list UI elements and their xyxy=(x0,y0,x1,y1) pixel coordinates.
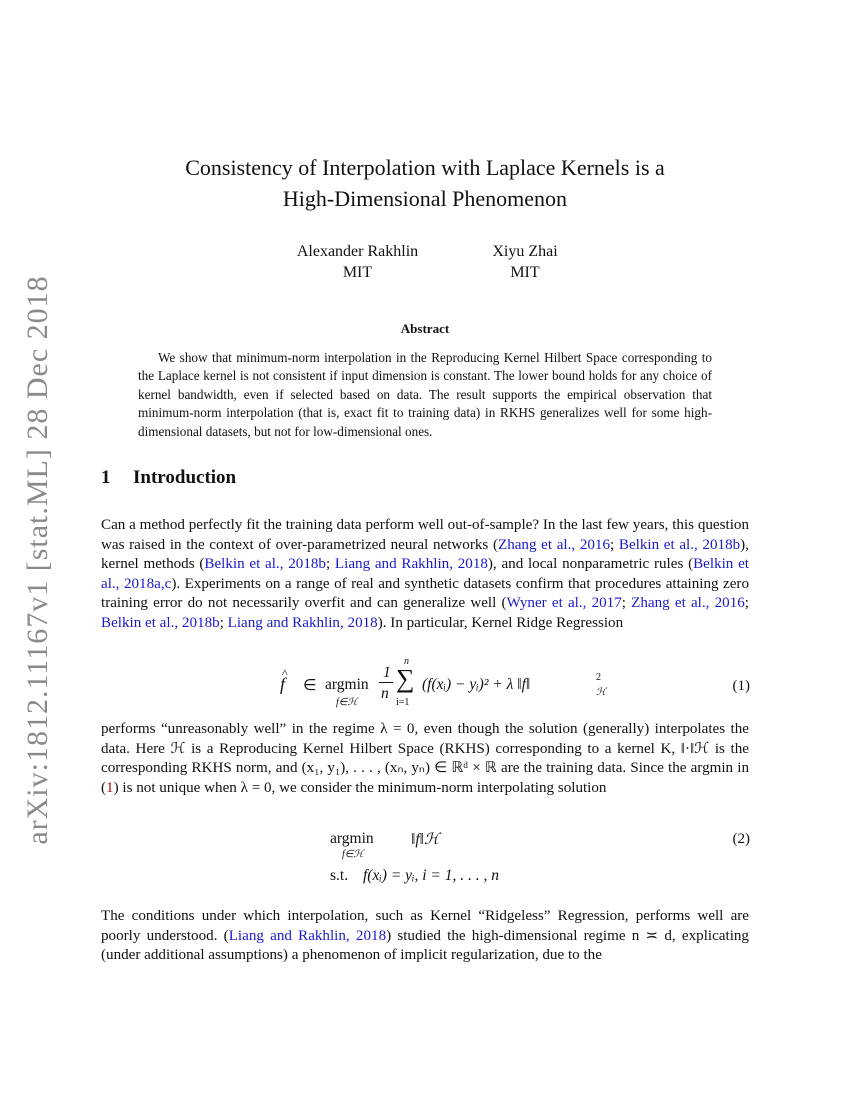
author-affiliation: MIT xyxy=(342,264,373,281)
fraction-numerator: 1 xyxy=(383,664,391,681)
argmin-subscript: f∈ℋ xyxy=(342,849,364,860)
objective-norm: ‖f‖ℋ xyxy=(411,831,440,848)
citation-link[interactable]: Liang and Rakhlin, 2018 xyxy=(334,556,488,573)
section-heading xyxy=(101,467,236,489)
author-2 xyxy=(460,241,590,283)
equation-2 xyxy=(325,826,750,886)
element-of: ∈ xyxy=(303,677,317,694)
argmin-operator: argmin xyxy=(330,830,374,847)
text-run: ) studied the high-dimensional regime n ≍ d, explicating (under additional assumptions) a phenomenon of implicit regularization, due to the xyxy=(101,927,749,964)
citation-link[interactable]: Zhang et al., 2016 xyxy=(497,536,611,553)
section-title: Introduction xyxy=(133,467,237,488)
citation-link[interactable]: Belkin et al., 2018b xyxy=(101,614,220,631)
text-run: ). In particular, Kernel Ridge Regression xyxy=(377,614,624,631)
author-name: Xiyu Zhai xyxy=(492,243,558,260)
text-run: The conditions under which interpolation, such as Kernel “Ridgeless” Regression, performs well are poorly understood. ( xyxy=(101,908,749,944)
text-run: ; xyxy=(744,595,749,612)
loss-expression: (f(xᵢ) − yᵢ)² + λ ‖f‖ xyxy=(422,676,531,693)
sum-symbol: ∑ xyxy=(396,664,415,693)
text-run: ; xyxy=(325,556,335,573)
equation-1 xyxy=(280,656,750,710)
citation-link[interactable]: Liang and Rakhlin, 2018 xyxy=(227,614,378,631)
interpolation-constraint: f(xᵢ) = yᵢ, i = 1, . . . , n xyxy=(363,867,500,884)
sum-lower: i=1 xyxy=(396,697,410,708)
abstract-heading: Abstract xyxy=(400,321,450,336)
citation-link[interactable]: Liang and Rakhlin, 2018 xyxy=(228,927,387,944)
text-run: Can a method perfectly fit the training data perform well out-of-sample? In the last few years, this question was raised in the context of over-parametrized neural networks ( xyxy=(101,517,749,553)
text-run: ; xyxy=(219,614,228,631)
paper-title xyxy=(100,152,750,214)
author-1 xyxy=(280,241,435,283)
hat-accent: ^ xyxy=(282,666,288,680)
intro-paragraph-3 xyxy=(101,907,749,966)
author-name: Alexander Rakhlin xyxy=(296,243,419,260)
citation-link[interactable]: Belkin et al., 2018b xyxy=(618,536,741,553)
abstract-text: We show that minimum-norm interpolation in the Reproducing Kernel Hilbert Space corresponding to the Laplace kernel is not consistent if input dimension is constant. The lower bound holds for any choice of kernel bandwidth, even if selected based on data. The result supports the empirical observation that minimum-norm interpolation (that is, exact fit to training data) in RKHS generalizes well for some high-dimensional datasets, but not for low-dimensional ones. xyxy=(138,350,712,439)
section-number: 1 xyxy=(101,467,111,488)
title-line-2: High-Dimensional Phenomenon xyxy=(282,186,568,211)
text-run: ). Experiments on a range of real and synthetic datasets confirm that procedures attaining zero training error do not necessarily overfit and can generalize well ( xyxy=(101,575,749,612)
arxiv-watermark: arXiv:1812.11167v1 [stat.ML] 28 Dec 2018 xyxy=(21,275,54,845)
argmin-subscript: f∈ℋ xyxy=(336,697,358,708)
fraction-bar xyxy=(379,682,393,683)
text-run: performs “unreasonably well” in the regime λ = 0, even though the solution (generally) interpolates the data. Here ℋ is a Reproducing Kernel Hilbert Space (RKHS) corresponding to a kernel K, ‖·‖ℋ is the corresponding RKHS norm, and (x₁, y₁), . . . , (xₙ, yₙ) ∈ ℝᵈ × ℝ are the training data. Since the argmin in ( xyxy=(101,721,749,796)
title-line-1: Consistency of Interpolation with Laplace Kernels is a xyxy=(185,155,665,180)
text-run: ; xyxy=(621,595,632,612)
citation-link[interactable]: Belkin et al., 2018a,c xyxy=(101,556,749,592)
text-run: ), kernel methods ( xyxy=(101,536,749,573)
text-run: ), and local nonparametric rules ( xyxy=(487,556,694,573)
equation-number: (2) xyxy=(732,831,750,847)
norm-subscript: ℋ xyxy=(596,687,606,698)
text-run: ; xyxy=(610,536,619,553)
argmin-operator: argmin xyxy=(325,676,369,693)
fraction-denominator: n xyxy=(381,685,389,702)
f-hat: f xyxy=(280,674,286,694)
subject-to: s.t. xyxy=(330,867,349,884)
equation-number: (1) xyxy=(732,678,750,694)
author-affiliation: MIT xyxy=(510,264,540,281)
text-run: ) is not unique when λ = 0, we consider the minimum-norm interpolating solution xyxy=(113,779,607,796)
intro-paragraph-1 xyxy=(101,516,749,634)
citation-link[interactable]: Zhang et al., 2016 xyxy=(631,595,745,612)
norm-superscript: 2 xyxy=(596,672,601,683)
intro-paragraph-2 xyxy=(101,720,749,798)
sum-upper: n xyxy=(404,656,409,667)
citation-link[interactable]: Wyner et al., 2017 xyxy=(506,595,622,612)
citation-link[interactable]: Belkin et al., 2018b xyxy=(204,556,326,573)
equation-reference-link[interactable]: 1 xyxy=(106,779,114,796)
